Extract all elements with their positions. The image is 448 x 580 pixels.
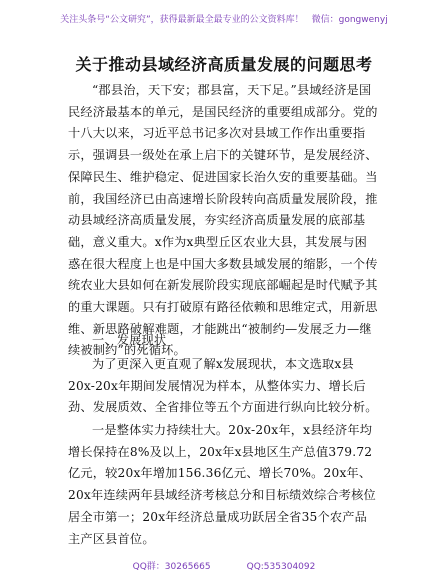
paragraph-intro — [68, 80, 378, 362]
paragraph-strength — [68, 420, 378, 550]
footer-qq: QQ:535304092 — [246, 562, 316, 572]
header-note — [0, 12, 448, 25]
header-wechat-text: 微信：gongwenyj — [311, 15, 388, 25]
section-heading-text: 一、发展现状 — [92, 333, 167, 347]
paragraph-method-text: 为了更深入更直观了解x发展现状，本文选取x县20x-20x年期间发展情况为样本，从整体实力、增长后劲、发展质效、全省排位等五个方面进行纵向比较分析。 — [68, 357, 378, 415]
footer-qq-group: QQ群：30265665 — [132, 562, 211, 572]
footer — [0, 559, 448, 572]
paragraph-intro-text: “郡县治，天下安；郡县富，天下足。”县域经济是国民经济最基本的单元，是国民经济的重要组成部分。党的十八大以来，习近平总书记多次对县域工作作出重要指示，强调县一级处在承上启下的关键环节，是发展经济、保障民生、维护稳定、促进国家长治久安的重要基础。当前，我国经济已由高速增长阶段转向高质量发展阶段，推动县域经济高质量发展，夯实经济高质量发展的底部基础，意义重大。x作为x典型丘区农业大县，其发展与困惑在很大程度上也是中国大多数县域发展的缩影，一个传统农业大县如何在新发展阶段实现底部崛起是时代赋予其的重大课题。只有打破原有路径依赖和思维定式，用新思维、新思路破解难题，才能跳出“被制约—发展乏力—继续被制约”的死循环。 — [68, 83, 378, 358]
section-heading — [68, 330, 378, 352]
paragraph-strength-text: 一是整体实力持续壮大。20x-20x年，x县经济年均增长保持在8%及以上，20x年x县地区生产总值379.72亿元，较20x年增加156.36亿元、增长70%。20x年、20x年连续两年县域经济考核总分和目标绩效综合考核位居全市第一；20x年经济总量成功跃居全省35个农产品主产区县首位。 — [68, 423, 376, 546]
paragraph-method — [68, 354, 378, 419]
header-promo-text: 关注头条号“公文研究”，获得最新最全最专业的公文资料库！ — [60, 15, 304, 25]
document-title: 关于推动县域经济高质量发展的问题思考 — [75, 55, 373, 74]
